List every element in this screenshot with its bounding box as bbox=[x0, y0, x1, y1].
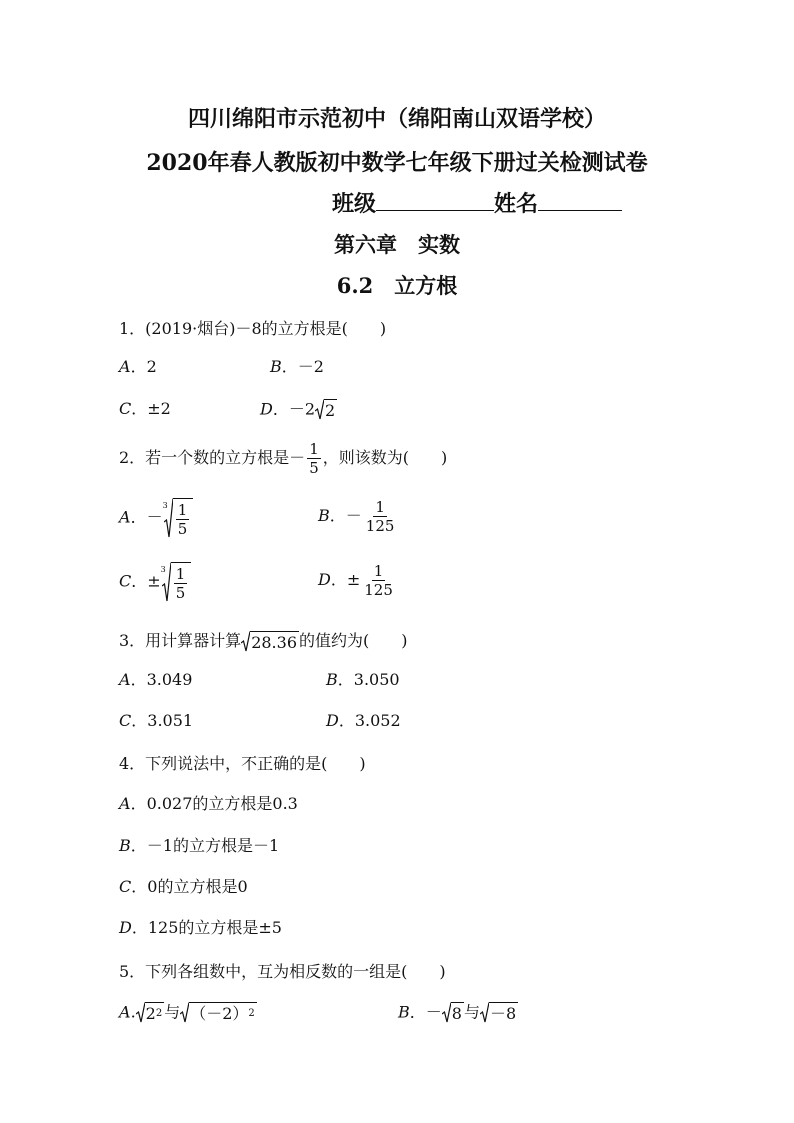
question-3-stem: 3．用计算器计算 28.36 的值约为( ) bbox=[119, 631, 408, 652]
q1-option-d: D．－2 2 bbox=[260, 399, 336, 420]
chapter-title: 第六章 实数 bbox=[334, 232, 460, 257]
fraction: $\frac{1}{5}$ bbox=[309, 440, 319, 477]
q3-option-c: C．3.051 bbox=[119, 711, 194, 730]
q4-option-d: D．125的立方根是±5 bbox=[119, 918, 282, 937]
sqrt-sign: －8 bbox=[480, 1002, 518, 1024]
class-blank bbox=[376, 190, 494, 211]
q2-option-c: C．±$^3$ $\frac{1}{5}$ bbox=[119, 562, 191, 602]
sqrt-sign: 2 2 bbox=[136, 1002, 165, 1024]
question-1-stem: 1．(2019·烟台)－8的立方根是( ) bbox=[119, 319, 387, 338]
q3-option-d: D．3.052 bbox=[326, 711, 401, 730]
name-label: 姓名 bbox=[494, 191, 539, 217]
sqrt-sign: 28.36 bbox=[241, 631, 299, 652]
q2-option-d: D．± $\frac{1}{125}$ bbox=[318, 562, 393, 599]
q5-option-b: B．－ 8 与 －8 bbox=[398, 1002, 517, 1023]
name-blank bbox=[538, 190, 622, 211]
q5-option-a: A. 2 2 与 （－2） 2 bbox=[119, 1002, 255, 1023]
q1-option-a: A．2 bbox=[119, 357, 157, 376]
q2-option-a: A．－$^3$ $\frac{1}{5}$ bbox=[119, 498, 193, 538]
q2-option-b: B．－ $\frac{1}{125}$ bbox=[318, 498, 395, 535]
q4-option-a: A．0.027的立方根是0.3 bbox=[119, 794, 298, 813]
q3-option-a: A．3.049 bbox=[119, 670, 193, 689]
sqrt-sign: （－2） 2 bbox=[180, 1002, 257, 1024]
student-info-line bbox=[80, 187, 794, 218]
section-title: 6.2 立方根 bbox=[336, 273, 458, 298]
q4-option-c: C．0的立方根是0 bbox=[119, 877, 248, 896]
school-title: 四川绵阳市示范初中（绵阳南山双语学校） bbox=[187, 106, 606, 132]
sqrt-sign: 8 bbox=[442, 1002, 464, 1024]
question-4-stem: 4．下列说法中，不正确的是( ) bbox=[119, 754, 366, 773]
question-2-stem: 2．若一个数的立方根是－ $\frac{1}{5}$ ，则该数为( ) bbox=[119, 440, 448, 477]
q1-option-b: B．－2 bbox=[270, 357, 324, 376]
class-label: 班级 bbox=[331, 191, 376, 217]
question-5-stem: 5．下列各组数中，互为相反数的一组是( ) bbox=[119, 962, 446, 981]
q4-option-b: B．－1的立方根是－1 bbox=[119, 836, 280, 855]
cube-root-sign: $\frac{1}{5}$ bbox=[162, 562, 192, 602]
cube-root-sign: $\frac{1}{5}$ bbox=[164, 498, 194, 538]
q3-option-b: B．3.050 bbox=[326, 670, 400, 689]
exam-title: 2020年春人教版初中数学七年级下册过关检测试卷 bbox=[146, 150, 648, 176]
q1-option-c: C．±2 bbox=[119, 399, 171, 418]
sqrt-sign: 2 bbox=[315, 399, 337, 421]
